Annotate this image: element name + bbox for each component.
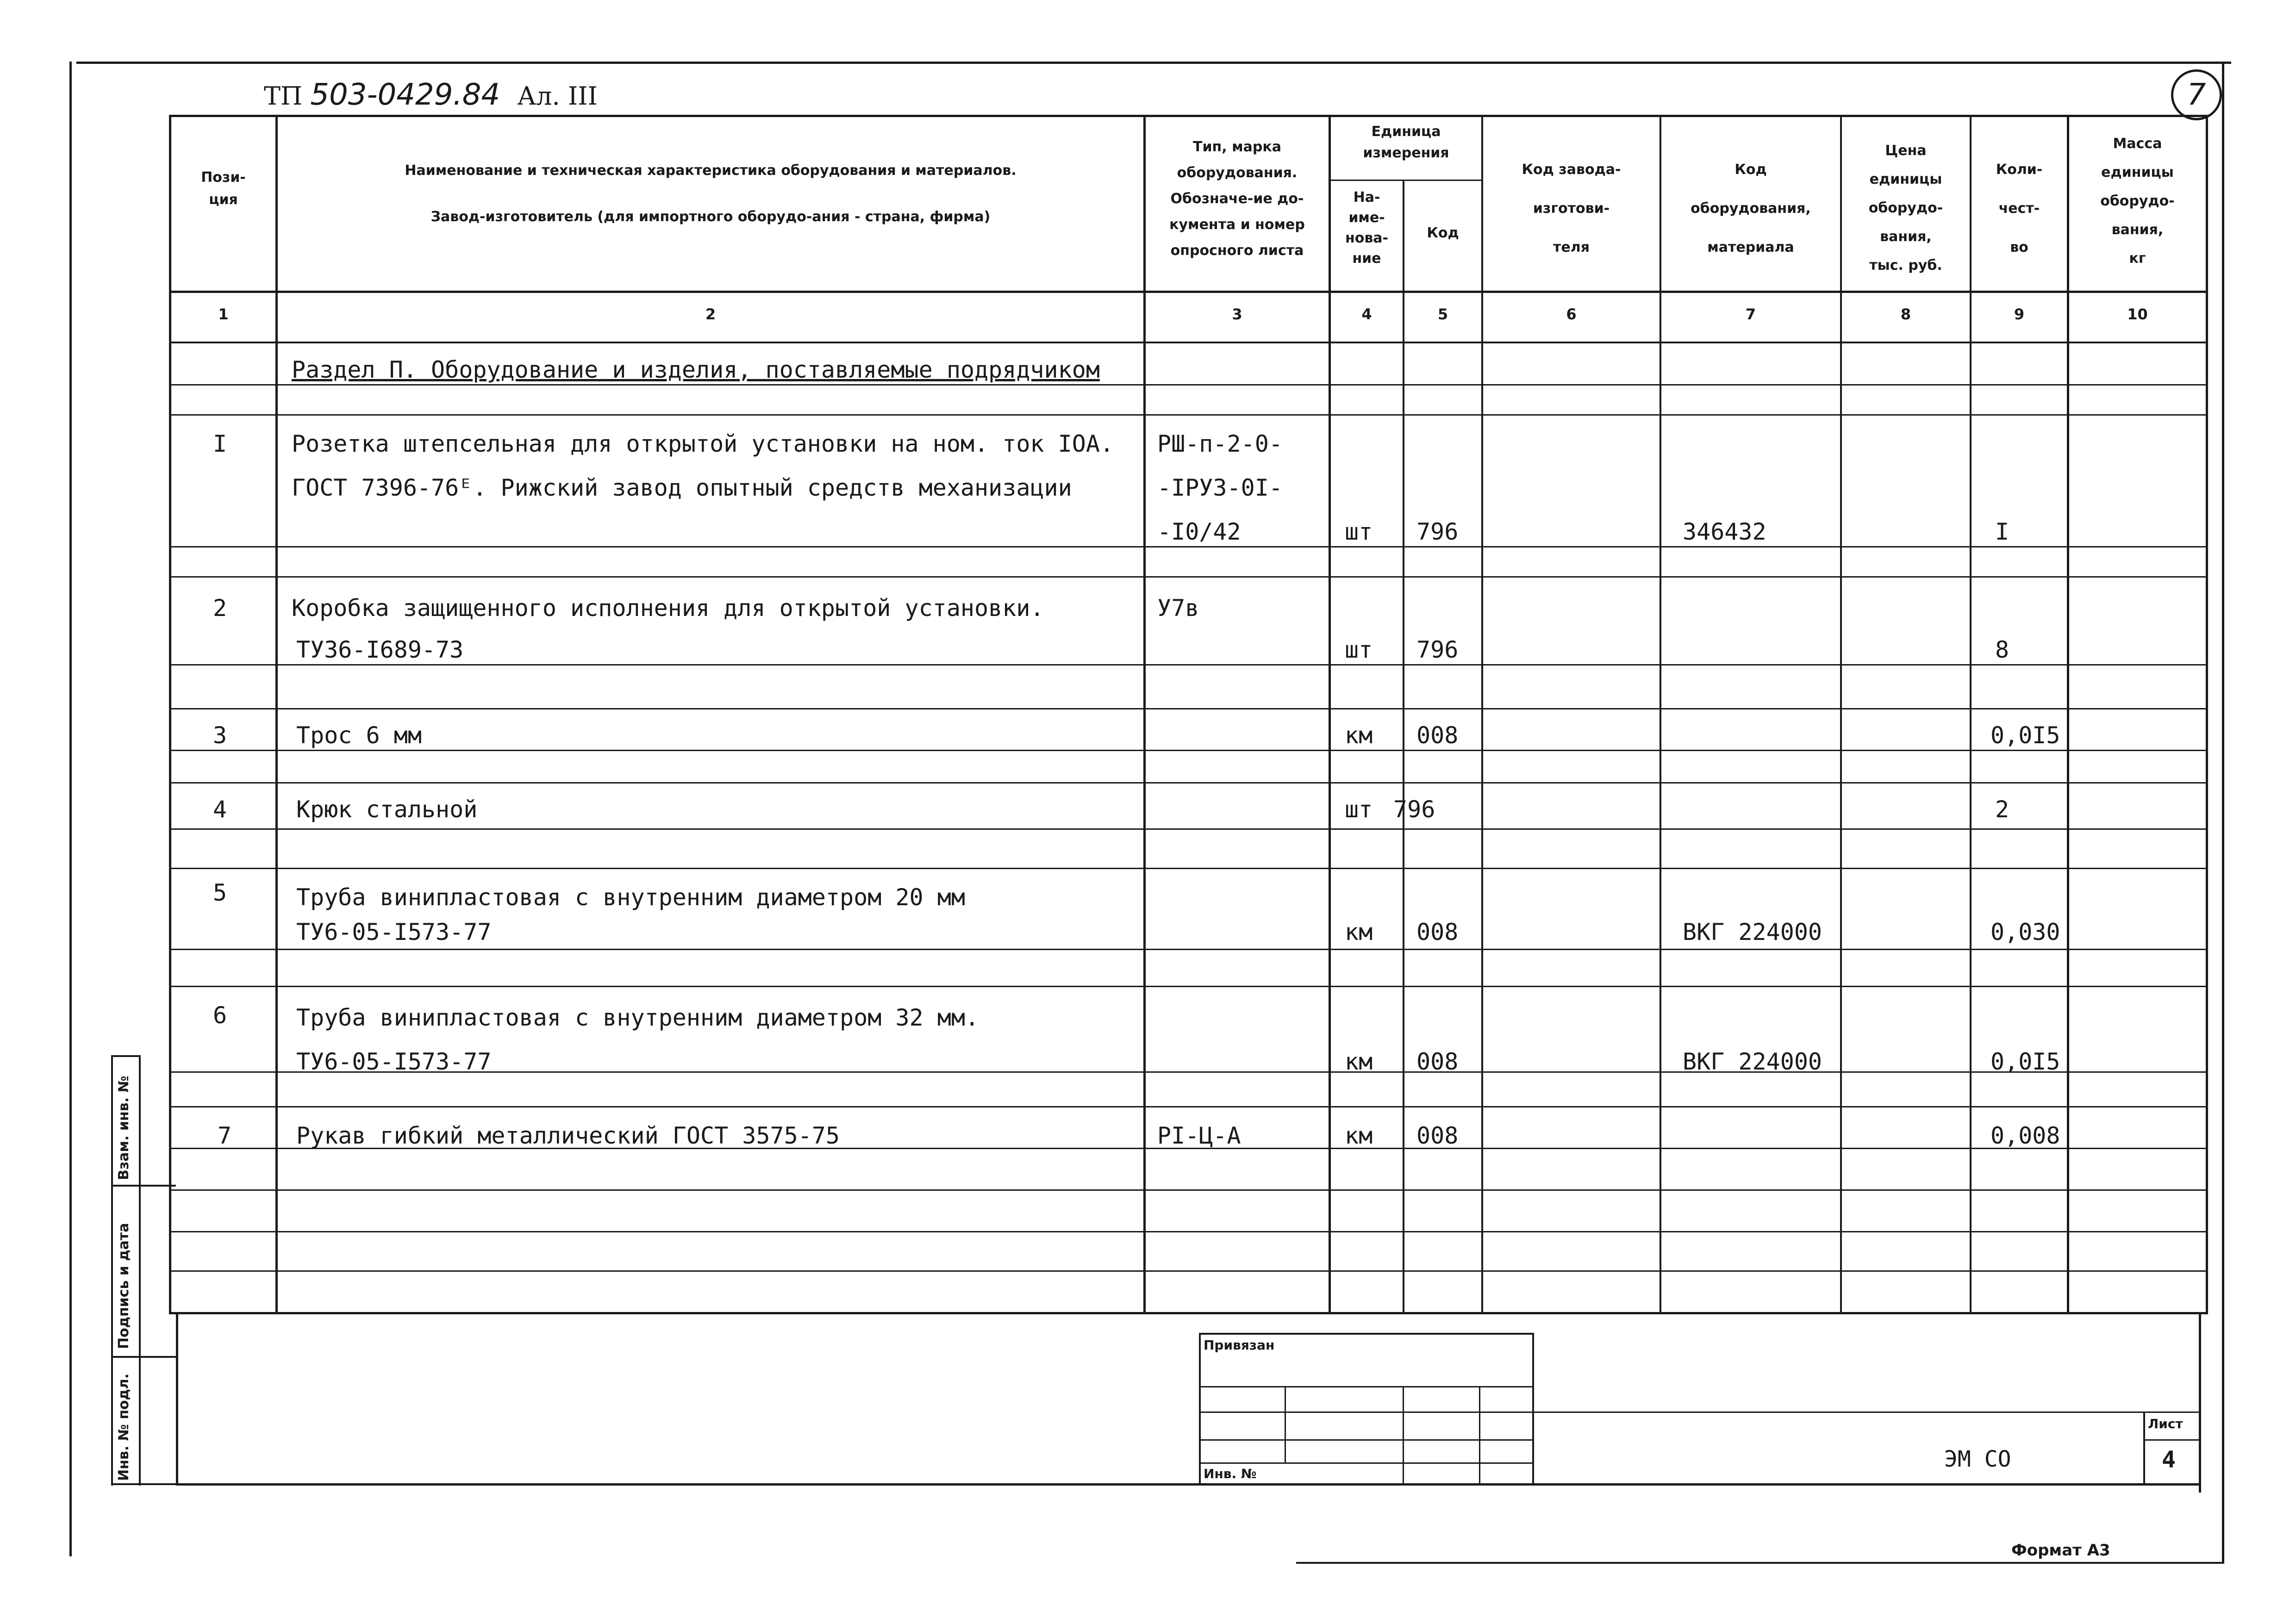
table-row-type: РI-Ц-А (1157, 1122, 1241, 1149)
table-row-qty: 8 (1995, 636, 2009, 663)
stamp-box-col (1403, 1386, 1404, 1483)
frame-right (2222, 62, 2224, 1563)
sheet-box-mid (2143, 1439, 2201, 1441)
sheet-label: Лист (2148, 1416, 2183, 1431)
table-row-type: У7в (1157, 595, 1199, 622)
table-row-pos: 6 (213, 1002, 227, 1029)
row-line (169, 384, 2208, 386)
col-line-2 (1143, 115, 1146, 1313)
code-prefix: ТП (264, 81, 303, 111)
table-row-unit: шт (1345, 636, 1373, 663)
col-line-8 (1970, 115, 1972, 1313)
table-row-unit: км (1345, 919, 1373, 945)
col-num-10: 10 (2127, 305, 2148, 323)
header-unit-name: На- име- нова- ние (1345, 189, 1389, 267)
side-box-sep1 (111, 1185, 176, 1187)
table-row-name: ТУ6-05-I573-77 (296, 1048, 492, 1075)
col-num-9: 9 (2014, 305, 2025, 323)
table-row-qty: 0,008 (1990, 1122, 2060, 1149)
code-handwritten: 503-0429.84 (310, 78, 500, 112)
col-num-3: 3 (1232, 305, 1242, 323)
table-row-qty: 0,030 (1990, 919, 2060, 945)
table-top (169, 115, 2208, 117)
table-row-code: 796 (1416, 636, 1459, 663)
header-name-line2: Завод-изготовитель (для импортного оборудо-ания - страна, фирма) (430, 209, 991, 225)
table-row-equip: ВКГ 224000 (1683, 1048, 1822, 1075)
row-line (169, 828, 2208, 830)
table-row-name: Труба винипластовая с внутренним диаметром 32 мм. (296, 1004, 980, 1031)
table-row-pos: 4 (213, 796, 227, 823)
section-title: Раздел П. Оборудование и изделия, поставляемые подрядчиком (292, 356, 1100, 383)
privyazan-label: Привязан (1204, 1337, 1275, 1353)
row-line (169, 708, 2208, 709)
stamp-box-line (1199, 1412, 1532, 1413)
table-bottom (169, 1312, 2208, 1314)
row-line (169, 1231, 2208, 1232)
inv-label: Инв. № (1204, 1466, 1257, 1481)
stamp-box-left (1199, 1333, 1201, 1483)
numbers-bottom (169, 342, 2208, 343)
frame-left (69, 62, 72, 1556)
side-box-bottom (111, 1483, 178, 1485)
stamp-box-col (1479, 1386, 1480, 1483)
row-line (169, 750, 2208, 751)
stamp-left-border (176, 1312, 178, 1483)
table-row-code: 008 (1416, 1048, 1459, 1075)
col-num-2: 2 (705, 305, 716, 323)
col-line-9 (2067, 115, 2069, 1313)
doc-code-stamp: ЭМ СО (1944, 1446, 2011, 1472)
row-line (169, 868, 2208, 869)
side-box-right (139, 1055, 141, 1486)
frame-top (76, 62, 2231, 64)
side-box-sep2 (111, 1356, 176, 1358)
col-num-5: 5 (1437, 305, 1448, 323)
header-position: Пози- ция (201, 169, 246, 208)
table-row-type: -IРУЗ-0I- (1157, 474, 1283, 501)
row-line (169, 664, 2208, 665)
row-line (169, 1106, 2208, 1107)
row-line (169, 414, 2208, 416)
table-row-equip: ВКГ 224000 (1683, 919, 1822, 945)
header-name-line1: Наименование и техническая характеристика оборудования и материалов. (405, 162, 1017, 179)
col-num-8: 8 (1900, 305, 1911, 323)
table-row-type: -I0/42 (1157, 518, 1241, 545)
header-equipment-code: Код оборудования, материала (1691, 162, 1811, 255)
stamp-box-right (1532, 1333, 1534, 1483)
table-row-name: Крюк стальной (296, 796, 478, 823)
table-row-code: 008 (1416, 919, 1459, 945)
unit-split (1329, 180, 1481, 181)
row-line (169, 1189, 2208, 1191)
format-label: Формат А3 (2011, 1541, 2110, 1560)
table-row-unit: шт (1345, 518, 1373, 545)
album-label: Ал. III (517, 81, 598, 111)
doc-code (264, 78, 598, 112)
row-line (169, 782, 2208, 784)
side-label-inv: Инв. № подл. (116, 1373, 132, 1481)
col-num-7: 7 (1745, 305, 1756, 323)
row-line (169, 1270, 2208, 1272)
table-row-qty: I (1995, 518, 2009, 545)
row-line (169, 949, 2208, 950)
header-unit-code: Код (1427, 225, 1459, 241)
table-row-name: ГОСТ 7396-76ᴱ. Рижский завод опытный средств механизации (292, 474, 1072, 501)
col-line-1 (275, 115, 278, 1313)
col-line-6 (1660, 115, 1661, 1313)
sheet-box-left (2143, 1412, 2145, 1486)
table-row-code: 796 (1393, 796, 1435, 823)
col-line-4 (1403, 180, 1404, 1313)
table-row-name: Рукав гибкий металлический ГОСТ 3575-75 (296, 1122, 840, 1149)
table-row-unit: км (1345, 1122, 1373, 1149)
stamp-box-col (1285, 1386, 1286, 1462)
table-row-type: РШ-п-2-0- (1157, 430, 1283, 457)
stamp-box-line (1199, 1439, 1532, 1441)
table-row-code: 796 (1416, 518, 1459, 545)
header-mass: Масса единицы оборудо- вания, кг (2100, 136, 2175, 267)
sheet-number: 4 (2162, 1446, 2176, 1473)
table-row-code: 008 (1416, 1122, 1459, 1149)
frame-bottom (1296, 1562, 2224, 1564)
stamp-right-border (2199, 1312, 2201, 1492)
table-row-pos: 7 (218, 1122, 232, 1149)
col-line-7 (1840, 115, 1842, 1313)
row-line (169, 986, 2208, 987)
col-num-1: 1 (218, 305, 229, 323)
stamp-bottom-border (176, 1483, 2201, 1486)
table-row-pos: 5 (213, 879, 227, 906)
stamp-box-line (1199, 1386, 1532, 1387)
table-row-name: Трос 6 мм (296, 722, 422, 749)
col-num-4: 4 (1361, 305, 1372, 323)
col-line-10 (2206, 115, 2208, 1313)
table-row-name: ТУ6-05-I573-77 (296, 919, 492, 945)
table-row-qty: 0,0I5 (1990, 722, 2060, 749)
stamp-box-line (1199, 1462, 1532, 1464)
table-row-pos: 2 (213, 595, 227, 622)
header-unit-group: Единица измерения (1363, 124, 1449, 161)
table-row-unit: км (1345, 1048, 1373, 1075)
table-row-code: 008 (1416, 722, 1459, 749)
table-row-unit: шт (1345, 796, 1373, 823)
table-row-pos: 3 (213, 722, 227, 749)
side-label-signature: Подпись и дата (116, 1223, 132, 1349)
header-quantity: Коли- чест- во (1996, 162, 2043, 255)
row-line (169, 576, 2208, 578)
table-row-equip: 346432 (1683, 518, 1766, 545)
stamp-title-line (1532, 1412, 2201, 1413)
col-line-0 (169, 115, 171, 1313)
col-line-3 (1329, 115, 1331, 1313)
table-row-name: ТУ36-I689-73 (296, 636, 464, 663)
table-row-unit: км (1345, 722, 1373, 749)
stamp-box-top (1199, 1333, 1532, 1335)
side-label-replace: Взам. инв. № (116, 1076, 132, 1180)
row-line (169, 546, 2208, 547)
table-row-name: Труба винипластовая с внутренним диаметром 20 мм (296, 884, 965, 911)
side-box-left (111, 1055, 113, 1486)
page-circle: 7 (2171, 69, 2222, 120)
col-num-6: 6 (1566, 305, 1577, 323)
table-row-name: Розетка штепсельная для открытой установки на ном. ток IOA. (292, 430, 1114, 457)
header-type: Тип, марка оборудования. Обозначе-ие до- кумента и номер опросного листа (1169, 139, 1305, 259)
table-row-qty: 2 (1995, 796, 2009, 823)
col-line-5 (1481, 115, 1483, 1313)
table-row-name: Коробка защищенного исполнения для открытой установки. (292, 595, 1044, 622)
header-bottom (169, 291, 2208, 293)
header-price: Цена единицы оборудо- вания, тыс. руб. (1868, 143, 1943, 274)
side-box-top (111, 1055, 139, 1057)
table-row-pos: I (213, 430, 227, 457)
header-factory-code: Код завода- изготови- теля (1522, 162, 1621, 255)
table-row-qty: 0,0I5 (1990, 1048, 2060, 1075)
